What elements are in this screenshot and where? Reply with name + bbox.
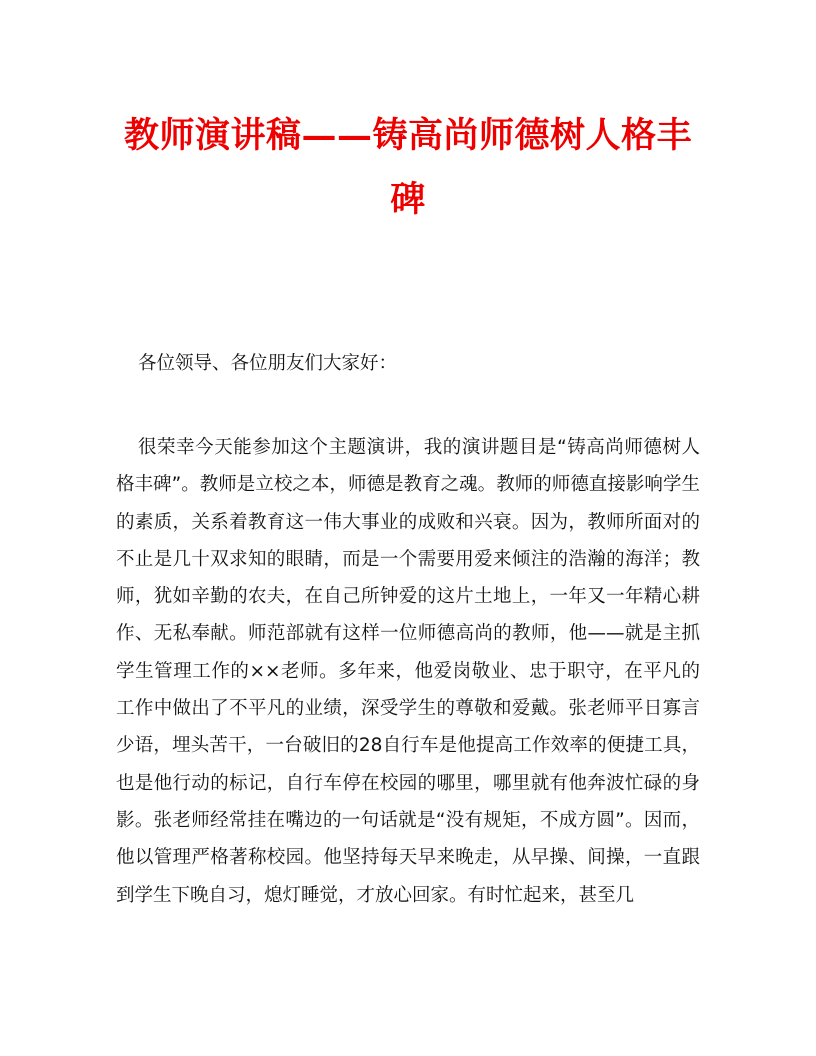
- document-title: 教师演讲稿——铸高尚师德树人格丰碑: [123, 115, 692, 220]
- greeting-line: 各位领导、各位朋友们大家好：: [138, 353, 398, 374]
- body-paragraph: 很荣幸今天能参加这个主题演讲，我的演讲题目是“铸高尚师德树人格丰碑”。教师是立校之本，师德是教育之魂。教师的师德直接影响学生的素质，关系着教育这一伟大事业的成败和兴衰。因为，教师所面对的不止是几十双求知的眼睛，而是一个需要用爱来倾注的浩瀚的海洋；教师，犹如辛勤的农夫，在自己所钟爱的这片土地上，一年又一年精心耕作、无私奉献。师范部就有这样一位师德高尚的教师，他——就是主抓学生管理工作的××老师。多年来，他爱岗敬业、忠于职守，在平凡的工作中做出了不平凡的业绩，深受学生的尊敬和爱戴。张老师平日寡言少语，埋头苦干，一台破旧的28自行车是他提高工作效率的便捷工具，也是他行动的标记，自行车停在校园的哪里，哪里就有他奔波忙碌的身影。张老师经常挂在嘴边的一句话就是“没有规矩，不成方圆”。因而，他以管理严格著称校园。他坚持每天早来晚走，从早操、间操，一直跟到学生下晚自习，熄灯睡觉，才放心回家。有时忙起来，甚至几: [116, 437, 700, 906]
